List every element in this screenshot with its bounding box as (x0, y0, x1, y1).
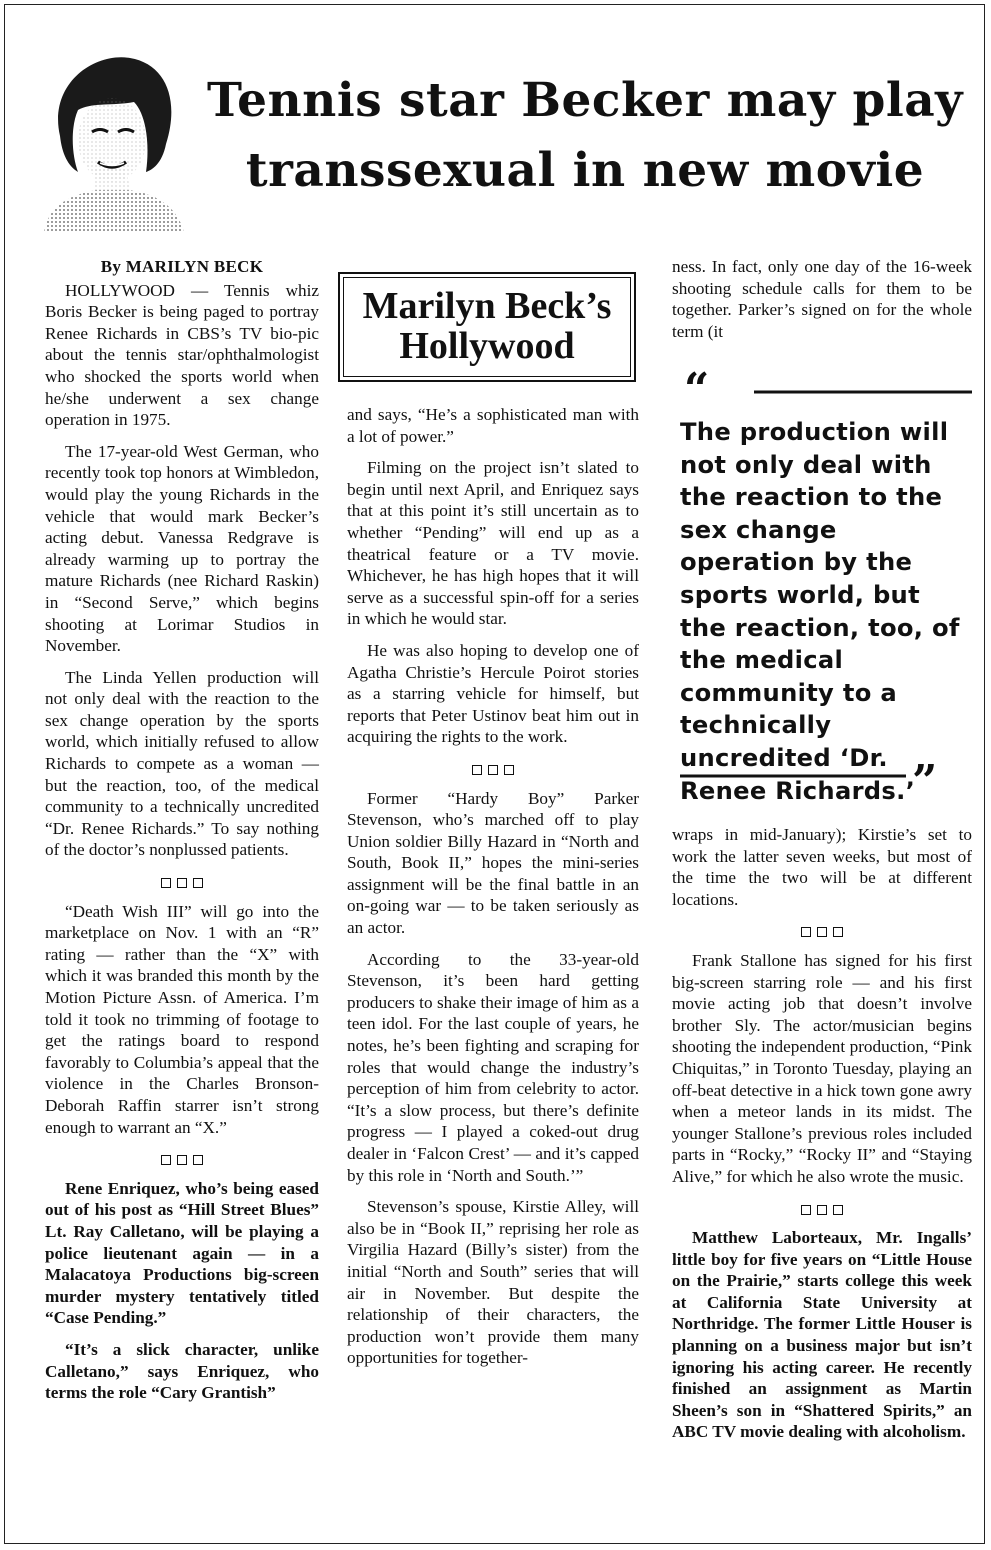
paragraph: wraps in mid-January); Kirstie’s set to work the latter seven weeks, but most of the time the two will be at different locations. (672, 825, 972, 909)
columnist-portrait (34, 44, 186, 232)
section-separator (672, 1198, 972, 1220)
close-quote-icon (680, 752, 974, 796)
paragraph: and says, “He’s a sophisticated man with a lot of power.” (347, 405, 639, 446)
paragraph: The 17-year-old West German, who recently took top honors at Wimbledon, would play the young Richards in the vehicle that would mark Becker’s acting debut. Vanessa Redgrave is already warming up to portray the mature Richards (nee Richard Raskin) in “Second Serve,” which begins shooting at Lorimar Studios in November. (45, 441, 319, 656)
paragraph: Stevenson’s spouse, Kirstie Alley, will also be in “Book II,” reprising her role as Virgilia Hazard (Billy’s sister) from the initial “North and South” series that will air in November. But despite the relationship of their characters, the production won’t provide them many opportunities for together- (347, 1197, 639, 1368)
pull-quote: The production will not only deal with the reaction to the sex change operation by the sports world, but the reaction, too, of the medical community to a technically uncredited ‘Dr. Renee Richards.’ (680, 418, 960, 805)
section-separator (347, 758, 639, 780)
byline: By MARILYN BECK (100, 257, 264, 276)
headline-line-2: transsexual in new movie (245, 143, 925, 198)
column-3 (672, 824, 972, 1453)
open-quote-icon (684, 370, 974, 410)
headline (205, 66, 965, 206)
paragraph: ness. In fact, only one day of the 16-week shooting schedule calls for them to be together. Parker’s signed on for the whole term (it (672, 257, 972, 341)
column-name-line-2: Hollywood (399, 325, 575, 367)
column-2 (347, 404, 639, 1379)
column-name (343, 277, 631, 377)
paragraph: Former “Hardy Boy” Parker Stevenson, who’s marched off to play Union soldier Billy Hazard in “North and South, Book II,” hopes the mini-series assignment will be the final battle in an on-going war — to be taken seriously as an actor. (347, 788, 639, 938)
headline-line-1: Tennis star Becker may play (207, 73, 963, 128)
section-separator (45, 1148, 319, 1170)
column-name-line-1: Marilyn Beck’s (362, 285, 612, 327)
svg-text:“: “ (684, 370, 710, 410)
paragraph: HOLLYWOOD — Tennis whiz Boris Becker is being paged to portray Renee Richards in CBS’s TV bio-pic about the tennis star/ophthalmologist who shocked the sports world when he/she underwent a sex change operation in 1975. (45, 280, 319, 430)
section-separator (672, 920, 972, 942)
column-3-top (672, 256, 972, 352)
paragraph: Frank Stallone has signed for his first big-screen starring role — and his first movie acting job that doesn’t involve brother Sly. The actor/musician begins shooting the independent production, “Pink Chiquitas,” in Toronto Tuesday, playing an off-beat detective in a hick town gone awry when a meteor lands in its midst. The younger Stallone’s previous roles included parts in “Rocky,” “Rocky II” and “Staying Alive,” for which he also wrote the music. (672, 950, 972, 1186)
paragraph: Filming on the project isn’t slated to begin until next April, and Enriquez says that at this point it’s still uncertain as to whether “Pending” will end up as a theatrical feature or a TV movie. Whichever, he has high hopes that it will serve as a successful spin-off for a series in which he would star. (347, 458, 639, 629)
paragraph: The Linda Yellen production will not only deal with the reaction to the sex change operation by the sports world, which initially refused to allow Richards to compete as a woman — but the reaction, too, of the medical community to a technically uncredited “Dr. Renee Richards.” To say nothing of the doctor’s nonplussed patients. (45, 667, 319, 860)
paragraph: He was also hoping to develop one of Agatha Christie’s Hercule Poirot stories as a starring vehicle for himself, but reports that Peter Ustinov beat him out in acquiring the rights to the work. (347, 640, 639, 747)
column-name-box (338, 272, 636, 382)
svg-text:”: ” (912, 756, 938, 796)
column-1 (45, 256, 319, 1414)
paragraph: Matthew Laborteaux, Mr. Ingalls’ little boy for five years on “Little House on the Prairie,” starts college this week at California State University at Northridge. The former Little Houser is planning on a business major but isn’t ignoring his acting career. He recently finished an assignment as Martin Sheen’s son in “Shattered Spirits,” an ABC TV movie dealing with alcoholism. (672, 1228, 972, 1442)
paragraph: According to the 33-year-old Stevenson, it’s been hard getting producers to shake their image of him as a teen idol. For the last couple of years, he notes, he’s been fighting and scraping for roles that would change the industry’s perception of him from celebrity to actor. “It’s a slow process, but there’s definite progress — I played a coked-out drug dealer in ‘Falcon Crest’ — and it’s capped by this role in ‘North and South.’” (347, 949, 639, 1185)
section-separator (45, 871, 319, 893)
paragraph: “It’s a slick character, unlike Calletano,” says Enriquez, who terms the role “Cary Grantish” (45, 1339, 319, 1403)
paragraph: Rene Enriquez, who’s being eased out of his post as “Hill Street Blues” Lt. Ray Calletano, will be playing a police lieutenant again — in a Malacatoya Productions big-screen murder mystery tentatively titled “Case Pending.” (45, 1178, 319, 1328)
paragraph: “Death Wish III” will go into the marketplace on Nov. 1 with an “R” rating — rather than the “X” with which it was branded this month by the Motion Picture Assn. of America. I’m told it took no trimming of footage to get the ratings board to respond favorably to Columbia’s appeal that the violence in the Charles Bronson-Deborah Raffin starrer isn’t strong enough to warrant an “X.” (45, 901, 319, 1137)
